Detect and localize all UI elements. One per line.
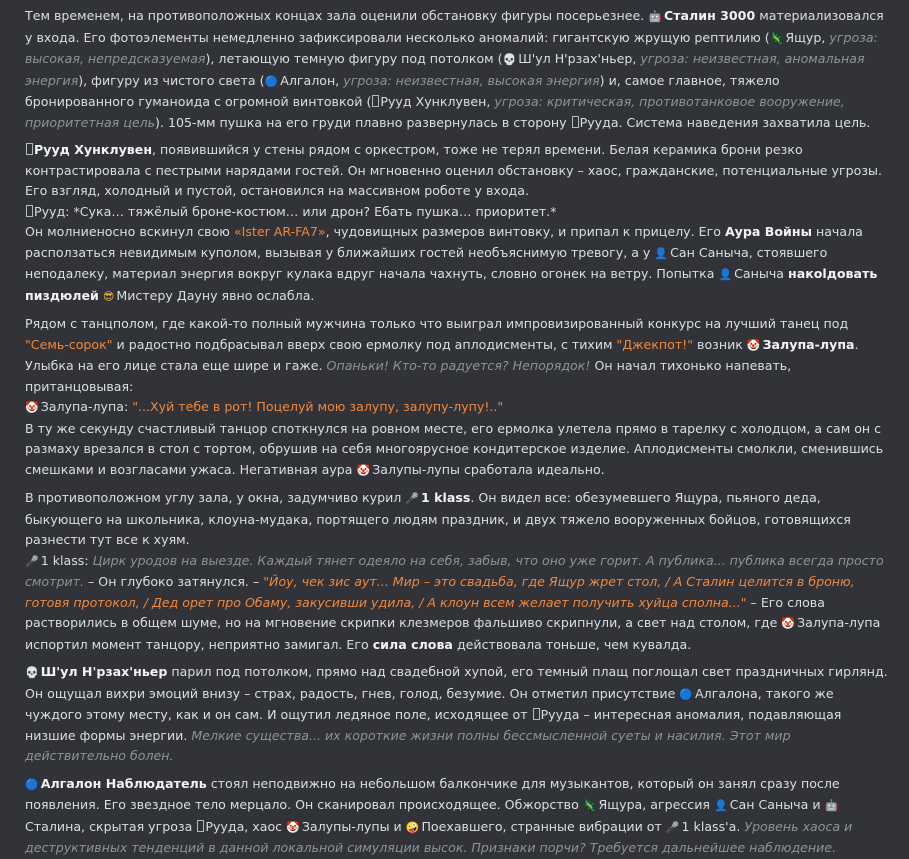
missing-glyph-icon [26,143,33,155]
robot-icon: 🤖 [824,799,839,812]
missing-glyph-icon [533,708,540,720]
clown-icon: 🤡 [286,820,300,834]
person-icon: 👤 [654,246,669,260]
paragraph-1: Тем временем, на противоположных концах зала оценили обстановку фигуры посерьезнее. 🤖 Сталин 3000 материализовался у входа. Его фотоэлементы немедленно зафиксировали несколько аномалий: гигантскую жрущую рептилию (🦎 Ящур, угроза: высокая, непредсказуемая), летающую темную фигуру под потолком (💀 Ш'ул Н'рзах'ньер, угроза: неизвестная, аномальная энергия), фигуру из чистого света (🔵 Алгалон, угроза: неизвестная, высокая энергия) и, самое главное, тяжело бронированного гуманоида с огромной винтовкой ( Рууд Хунклувен, угроза: критическая, противотанковое вооружение, приоритетная цель). 105-мм пушка на его груди плавно развернулась в сторону Рууда. Система наведения захватила цель. [25,8,884,130]
algalon-icon: 🔵 [264,74,279,88]
missing-glyph-icon [372,95,379,107]
skull-icon: 💀 [25,666,39,679]
clown-icon: 🤡 [356,463,371,477]
paragraph-4: В противоположном углу зала, у окна, задумчиво курил 🎤 1 klass. Он видел все: обезумевшего Ящура, пьяного деда, быкующего на школьника, клоуна-мудака, портящего людям праздник, и двух тяжело вооруженных бойцов, готовящихся разнести тут все к хуям. 🎤 1 klass: Цирк уродов на выезде. Каждый тянет одеяло на себя, забыв, что оно уже горит. А публика... публика всегда просто смотрит. – Он глубоко затянулся. – "Йоу, чек зис аут... Мир – это свадьба, где Ящур жрет стол, / А Сталин целится в броню, готовя протокол, / Дед орет про Обаму, закусивши удила, / А клоун всем желает получить хуйца сполна..." – Его слова растворились в общем шуме, но на мгновение скрипки клезмеров фальшиво скрипнули, а свет над столом, где 🤡 Залупа-лупа испортил момент танцору, неприятно замигал. Его сила слова действовала тоньше, чем кувалда. [25,490,884,652]
algalon-icon: 🔵 [679,687,694,701]
missing-glyph-icon [572,116,579,128]
lizard-icon: 🦎 [769,31,784,45]
paragraph-6: 🔵 Алгалон Наблюдатель стоял неподвижно на небольшом балкончике для музыкантов, который он занял сразу после появления. Его звездное тело мерцало. Он сканировал происходящее. Обжорство 🦎 Ящура, агрессия 👤 Сан Саныча и 🤖Сталина, скрытая угроза Рууда, хаос 🤡 Залупы-лупы и 🤪 Поехавшего, странные вибрации от 🎤 1 klass'а. Уровень хаоса и деструктивных тенденций в данной локальной симуляции высок. Признаки порчи? Требуется дальнейшее наблюдение. [25,775,853,855]
rifle-name: «Ister AR-FA7» [233,224,326,239]
algalon-icon: 🔵 [25,777,39,791]
missing-glyph-icon [197,820,204,832]
person-icon: 👤 [714,799,728,812]
lizard-icon: 🦎 [582,799,597,812]
microphone-icon: 🎤 [25,554,39,568]
robot-icon: 🤖 [648,10,662,23]
microphone-icon: 🎤 [665,820,680,834]
crazy-face-icon: 🤪 [405,820,420,834]
person-icon: 👤 [718,268,733,281]
missing-glyph-icon [26,205,33,217]
skull-icon: 💀 [502,53,517,66]
clown-icon: 🤡 [781,617,796,630]
clown-icon: 🤡 [746,338,761,352]
sunglasses-icon: 😎 [102,289,115,303]
paragraph-5: 💀 Ш'ул Н'рзах'ньер парил под потолком, прямо над свадебной хупой, его темный плащ поглощал свет праздничных гирлянд. Он ощущал вихри эмоций внизу – страх, радость, гнев, голод, безумие. Он отметил присутствие 🔵 Алгалона, такого же чуждого этому месту, как и он сам. И ощутил ледяное поле, исходящее от Рууда – интересная аномалия, подавляющая низшие формы энергии. Мелкие существа... их короткие жизни полны бессмысленной суеты и насилия. Этот мир действительно болен. [25,664,888,763]
clown-icon: 🤡 [25,401,39,414]
paragraph-3: Рядом с танцполом, где какой-то полный мужчина только что выиграл импровизированный конкурс на лучший танец под "Семь-сорок" и радостно подбрасывал вверх свою ермолку под аплодисменты, с тихим "Джекпот!" возник 🤡 Залупа-лупа. Улыбка на его лице стала еще шире и гаже. Опаньки! Кто-то радуется? Непорядок! Он начал тихонько напевать, пританцовывая: 🤡 Залупа-лупа: "...Хуй тебе в рот! Поцелуй мою залупу, залупу-лупу!.." В ту же секунду счастливый танцор споткнулся на ровном месте, его ермолка улетела прямо в тарелку с холодцом, а сам он с размаху врезался в стол с тортом, обрушив на себя многоярусное кондитерское изделие. Аплодисменты смолкли, сменившись смешками и возгласами ужаса. Негативная аура 🤡 Залупы-лупы сработала идеально. [25,314,891,481]
microphone-icon: 🎤 [405,492,420,505]
paragraph-2: Рууд Хунклувен, появившийся у стены рядом с оркестром, тоже не терял времени. Белая керамика брони резко контрастировала с пестрыми нарядами гостей. Он мгновенно оценил обстановку – хаос, гражданские, потенциальные угрозы. Его взгляд, холодный и пустой, остановился на массивном роботе у входа. Рууд: *Сука… тяжёлый броне-костюм… или дрон? Ебать пушка… приоритет.* Он молниеносно вскинул свою «Ister AR-FA7», чудовищных размеров винтовку, и припал к прицелу. Его Аура Войны начала расползаться невидимым куполом, вызывая у ближайших гостей необъяснимую тревогу, а у 👤 Сан Саныча, стоявшего неподалеку, материал энергия вокруг кулака вдруг начала чахнуть, словно огонек на ветру. Попытка 👤 Саныча накolдовать пиздюлей 😎 Мистеру Дауну явно ослабла. [25,140,891,307]
stalin-name: Сталин 3000 [663,8,756,23]
